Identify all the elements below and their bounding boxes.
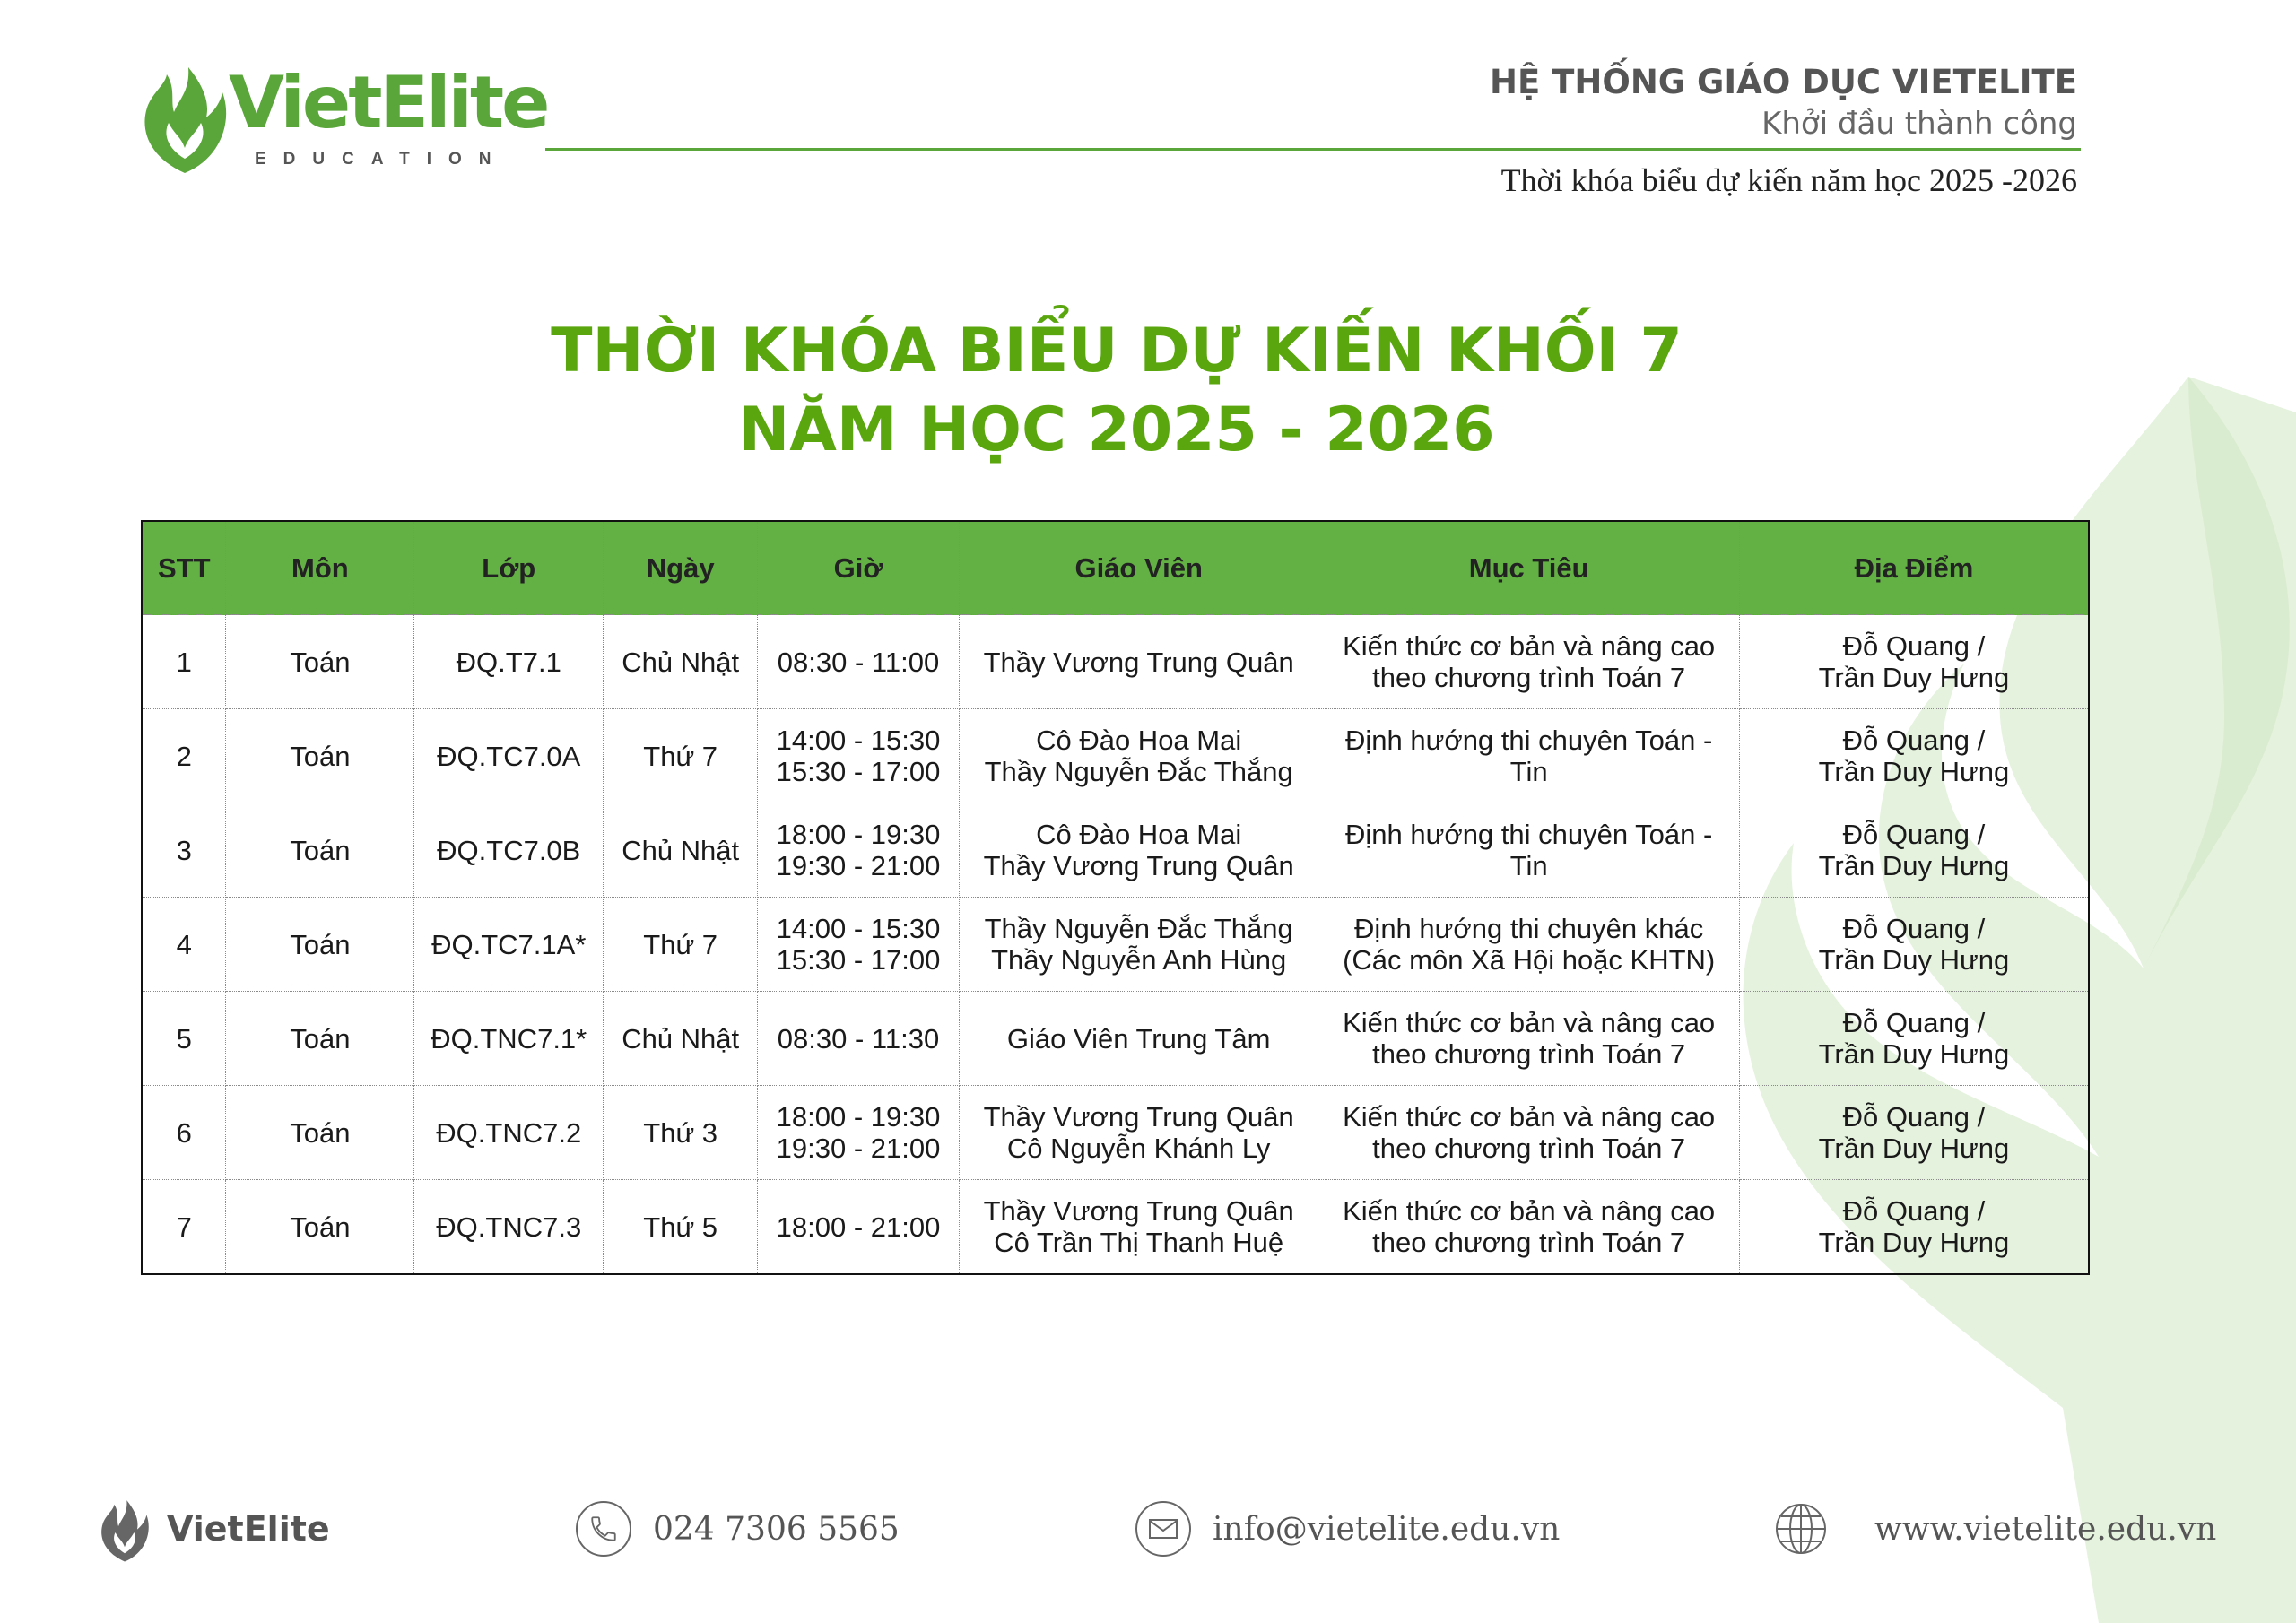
cell-line: Tin [1509, 850, 1548, 881]
teacher-cell [959, 615, 1318, 709]
footer-website [1774, 1471, 2216, 1587]
goal-cell [1318, 992, 1739, 1086]
column-header: Lớp [414, 521, 604, 615]
teacher-cell [959, 992, 1318, 1086]
goal-cell [1318, 709, 1739, 803]
goal-cell [1318, 803, 1739, 898]
column-header: Giáo Viên [959, 521, 1318, 615]
teacher-cell [959, 709, 1318, 803]
cell-line: Đỗ Quang / [1842, 1007, 1986, 1038]
column-header: Ngày [604, 521, 758, 615]
footer-brand [99, 1471, 330, 1587]
cell-line: Đỗ Quang / [1842, 913, 1986, 944]
time-cell [758, 803, 960, 898]
cell-line: (Các môn Xã Hội hoặc KHTN) [1343, 944, 1716, 976]
cell-line: Đỗ Quang / [1842, 1195, 1986, 1227]
document-subtitle: Thời khóa biểu dự kiến năm học 2025 -2026 [1500, 162, 2077, 198]
day-cell: Thứ 7 [604, 709, 758, 803]
cell-line: Định hướng thi chuyên khác [1354, 913, 1704, 944]
day-cell: Chủ Nhật [604, 992, 758, 1086]
cell-line: Đỗ Quang / [1842, 819, 1986, 850]
cell-line: Thầy Vương Trung Quân [983, 850, 1294, 881]
cell-line: 18:00 - 19:30 [776, 1101, 941, 1133]
cell-line: Thầy Vương Trung Quân [983, 646, 1294, 678]
location-cell [1739, 615, 2089, 709]
row-number-cell: 1 [142, 615, 226, 709]
footer-website-url: www.vietelite.edu.vn [1874, 1510, 2217, 1548]
cell-line: 08:30 - 11:00 [777, 646, 940, 678]
cell-line: 19:30 - 21:00 [776, 1133, 941, 1164]
table-row [142, 898, 2089, 992]
organization-name: HỆ THỐNG GIÁO DỤC VIETELITE [1490, 63, 2077, 101]
table-row [142, 615, 2089, 709]
logo-subtext: EDUCATION [255, 150, 509, 169]
time-cell [758, 1180, 960, 1275]
cell-line: Trần Duy Hưng [1818, 756, 2010, 787]
row-number-cell: 7 [142, 1180, 226, 1275]
location-cell [1739, 803, 2089, 898]
time-cell [758, 992, 960, 1086]
row-number-cell: 4 [142, 898, 226, 992]
subject-cell: Toán [226, 803, 414, 898]
table-row [142, 992, 2089, 1086]
time-cell [758, 709, 960, 803]
cell-line: Trần Duy Hưng [1818, 944, 2010, 976]
cell-line: Đỗ Quang / [1842, 725, 1986, 756]
cell-line: 14:00 - 15:30 [776, 913, 941, 944]
cell-line: Kiến thức cơ bản và nâng cao [1343, 1007, 1716, 1038]
table-row [142, 1086, 2089, 1180]
cell-line: theo chương trình Toán 7 [1372, 1227, 1686, 1258]
cell-line: Cô Nguyễn Khánh Ly [1006, 1133, 1271, 1164]
table-row [142, 1180, 2089, 1275]
page-title-line2: NĂM HỌC 2025 - 2026 [738, 395, 1495, 465]
time-cell [758, 898, 960, 992]
cell-line: Kiến thức cơ bản và nâng cao [1343, 1101, 1716, 1133]
teacher-cell [959, 803, 1318, 898]
subject-cell: Toán [226, 709, 414, 803]
class-code-cell: ĐQ.TNC7.1* [414, 992, 604, 1086]
subject-cell: Toán [226, 992, 414, 1086]
row-number-cell: 5 [142, 992, 226, 1086]
goal-cell [1318, 1180, 1739, 1275]
class-code-cell: ĐQ.TC7.0B [414, 803, 604, 898]
row-number-cell: 2 [142, 709, 226, 803]
class-code-cell: ĐQ.T7.1 [414, 615, 604, 709]
cell-line: Kiến thức cơ bản và nâng cao [1343, 630, 1716, 662]
page-title-line1: THỜI KHÓA BIỂU DỰ KIẾN KHỐI 7 [551, 316, 1683, 386]
cell-line: 08:30 - 11:30 [777, 1022, 940, 1055]
cell-line: theo chương trình Toán 7 [1372, 1133, 1686, 1164]
class-code-cell: ĐQ.TC7.0A [414, 709, 604, 803]
cell-line: Kiến thức cơ bản và nâng cao [1343, 1195, 1716, 1227]
class-code-cell: ĐQ.TC7.1A* [414, 898, 604, 992]
schedule-table [141, 520, 2090, 1275]
goal-cell [1318, 615, 1739, 709]
day-cell: Thứ 3 [604, 1086, 758, 1180]
day-cell: Thứ 7 [604, 898, 758, 992]
cell-line: Thầy Nguyễn Đắc Thắng [984, 756, 1293, 787]
cell-line: 18:00 - 19:30 [776, 819, 941, 850]
teacher-cell [959, 1180, 1318, 1275]
cell-line: Trần Duy Hưng [1818, 1133, 2010, 1164]
subject-cell: Toán [226, 1086, 414, 1180]
footer-phone-number: 024 7306 5565 [653, 1510, 900, 1548]
cell-line: Định hướng thi chuyên Toán - [1345, 819, 1713, 850]
cell-line: Cô Trần Thị Thanh Huệ [994, 1227, 1284, 1258]
footer-phone [576, 1471, 900, 1587]
cell-line: Thầy Vương Trung Quân [983, 1101, 1294, 1133]
cell-line: Định hướng thi chuyên Toán - [1345, 725, 1713, 756]
footer-email-address: info@vietelite.edu.vn [1213, 1510, 1561, 1548]
cell-line: Thầy Nguyễn Đắc Thắng [984, 913, 1293, 944]
cell-line: Trần Duy Hưng [1818, 1038, 2010, 1070]
day-cell: Chủ Nhật [604, 803, 758, 898]
phone-icon [576, 1501, 631, 1557]
time-cell [758, 1086, 960, 1180]
cell-line: Tin [1509, 756, 1548, 787]
vietelite-logo-icon [99, 1495, 151, 1563]
cell-line: 14:00 - 15:30 [776, 725, 941, 756]
location-cell [1739, 898, 2089, 992]
column-header: STT [142, 521, 226, 615]
cell-line: 18:00 - 21:00 [776, 1211, 941, 1243]
cell-line: theo chương trình Toán 7 [1372, 662, 1686, 693]
subject-cell: Toán [226, 1180, 414, 1275]
table-header-row [142, 521, 2089, 615]
cell-line: Giáo Viên Trung Tâm [1006, 1022, 1271, 1055]
globe-icon [1774, 1502, 1828, 1556]
cell-line: Trần Duy Hưng [1818, 850, 2010, 881]
flame-leaf-logo-icon [140, 58, 230, 175]
row-number-cell: 6 [142, 1086, 226, 1180]
mail-icon [1135, 1501, 1191, 1557]
day-cell: Chủ Nhật [604, 615, 758, 709]
cell-line: Trần Duy Hưng [1818, 662, 2010, 693]
day-cell: Thứ 5 [604, 1180, 758, 1275]
table-row [142, 709, 2089, 803]
cell-line: Trần Duy Hưng [1818, 1227, 2010, 1258]
location-cell [1739, 1086, 2089, 1180]
cell-line: Thầy Vương Trung Quân [983, 1195, 1294, 1227]
page-footer [0, 1471, 2296, 1587]
cell-line: 15:30 - 17:00 [776, 944, 941, 976]
column-header: Mục Tiêu [1318, 521, 1739, 615]
cell-line: 15:30 - 17:00 [776, 756, 941, 787]
location-cell [1739, 709, 2089, 803]
header-divider [545, 148, 2081, 151]
location-cell [1739, 1180, 2089, 1275]
cell-line: Đỗ Quang / [1842, 630, 1986, 662]
cell-line: theo chương trình Toán 7 [1372, 1038, 1686, 1070]
column-header: Địa Điểm [1739, 521, 2089, 615]
cell-line: 19:30 - 21:00 [776, 850, 941, 881]
column-header: Môn [226, 521, 414, 615]
footer-brand-name: VietElite [167, 1509, 330, 1549]
cell-line: Cô Đào Hoa Mai [1036, 819, 1242, 850]
column-header: Giờ [758, 521, 960, 615]
cell-line: Thầy Nguyễn Anh Hùng [991, 944, 1287, 976]
class-code-cell: ĐQ.TNC7.2 [414, 1086, 604, 1180]
subject-cell: Toán [226, 615, 414, 709]
time-cell [758, 615, 960, 709]
footer-email [1135, 1471, 1560, 1587]
goal-cell [1318, 1086, 1739, 1180]
table-row [142, 803, 2089, 898]
class-code-cell: ĐQ.TNC7.3 [414, 1180, 604, 1275]
vietelite-logo [117, 49, 547, 184]
subject-cell: Toán [226, 898, 414, 992]
logo-name: VietElite [229, 61, 548, 144]
goal-cell [1318, 898, 1739, 992]
cell-line: Cô Đào Hoa Mai [1036, 725, 1242, 756]
row-number-cell: 3 [142, 803, 226, 898]
location-cell [1739, 992, 2089, 1086]
teacher-cell [959, 898, 1318, 992]
teacher-cell [959, 1086, 1318, 1180]
cell-line: Đỗ Quang / [1842, 1101, 1986, 1133]
organization-slogan: Khởi đầu thành công [1761, 106, 2077, 142]
